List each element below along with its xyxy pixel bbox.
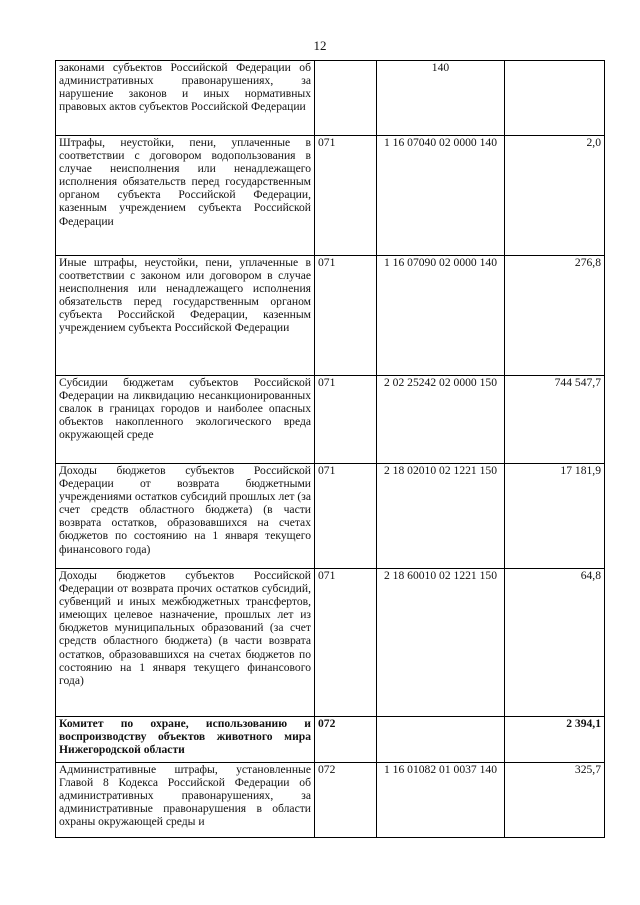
table-row bbox=[56, 763, 605, 838]
row-admin-code: 071 bbox=[315, 136, 377, 256]
row-sum: 17 181,9 bbox=[505, 464, 605, 569]
row-name: Доходы бюджетов субъектов Российской Федерации от возврата бюджетными учреждениями остатков субсидий прошлых лет (за счет средств областного бюджета) (в части возврата остатков, образовавшихся на счетах бюджетов по состоянию на 1 января текущего финансового года) bbox=[56, 464, 315, 569]
row-admin-code: 071 bbox=[315, 464, 377, 569]
table-row bbox=[56, 569, 605, 717]
page-number: 12 bbox=[313, 38, 327, 53]
table-row bbox=[56, 256, 605, 376]
row-admin-code: 071 bbox=[315, 256, 377, 376]
row-sum: 64,8 bbox=[505, 569, 605, 717]
row-kbk-code: 1 16 07090 02 0000 140 bbox=[377, 256, 505, 376]
section-sum: 2 394,1 bbox=[505, 717, 605, 763]
row-name: Административные штрафы, установленные Главой 8 Кодекса Российской Федерации об административных правонарушениях, за административные правонарушения в области охраны окружающей среды и bbox=[56, 763, 315, 838]
table-row-section-header bbox=[56, 717, 605, 763]
section-admin-code: 072 bbox=[315, 717, 377, 763]
row-sum: 276,8 bbox=[505, 256, 605, 376]
section-name: Комитет по охране, использованию и воспроизводству объектов животного мира Нижегородской области bbox=[56, 717, 315, 763]
row-sum: 744 547,7 bbox=[505, 376, 605, 464]
row-name: Доходы бюджетов субъектов Российской Федерации от возврата прочих остатков субсидий, субвенций и иных межбюджетных трансфертов, имеющих целевое назначение, прошлых лет из бюджетов муниципальных образований (за счет средств областного бюджета) (в части возврата остатков, образовавшихся на счетах бюджетов по состоянию на 1 января текущего финансового года) bbox=[56, 569, 315, 717]
row-kbk-code: 2 18 02010 02 1221 150 bbox=[377, 464, 505, 569]
row-sum: 2,0 bbox=[505, 136, 605, 256]
row-sum: 325,7 bbox=[505, 763, 605, 838]
revenue-table bbox=[55, 60, 605, 838]
row-admin-code: 071 bbox=[315, 376, 377, 464]
row-sum bbox=[505, 61, 605, 136]
row-name: Штрафы, неустойки, пени, уплаченные в соответствии с договором водопользования в случае неисполнения или ненадлежащего исполнения обязательств перед государственным органом субъекта Российской Федерации, казенным учреждением субъекта Российской Федерации bbox=[56, 136, 315, 256]
table-row bbox=[56, 136, 605, 256]
row-name: Иные штрафы, неустойки, пени, уплаченные в соответствии с законом или договором в случае неисполнения или ненадлежащего исполнения обязательств перед государственным органом субъекта Российской Федерации, казенным учреждением субъекта Российской Федерации bbox=[56, 256, 315, 376]
table-row bbox=[56, 376, 605, 464]
row-kbk-code: 2 02 25242 02 0000 150 bbox=[377, 376, 505, 464]
row-name: Субсидии бюджетам субъектов Российской Федерации на ликвидацию несанкционированных свалок в границах городов и наиболее опасных объектов накопленного экологического вреда окружающей среде bbox=[56, 376, 315, 464]
row-kbk-code: 1 16 07040 02 0000 140 bbox=[377, 136, 505, 256]
row-kbk-code: 1 16 01082 01 0037 140 bbox=[377, 763, 505, 838]
row-kbk-code: 2 18 60010 02 1221 150 bbox=[377, 569, 505, 717]
row-kbk-code: 140 bbox=[377, 61, 505, 136]
table-row bbox=[56, 61, 605, 136]
row-admin-code: 072 bbox=[315, 763, 377, 838]
row-admin-code bbox=[315, 61, 377, 136]
row-admin-code: 071 bbox=[315, 569, 377, 717]
section-kbk-code bbox=[377, 717, 505, 763]
row-name: законами субъектов Российской Федерации об административных правонарушениях, за нарушение законов и иных нормативных правовых актов субъектов Российской Федерации bbox=[56, 61, 315, 136]
table-row bbox=[56, 464, 605, 569]
